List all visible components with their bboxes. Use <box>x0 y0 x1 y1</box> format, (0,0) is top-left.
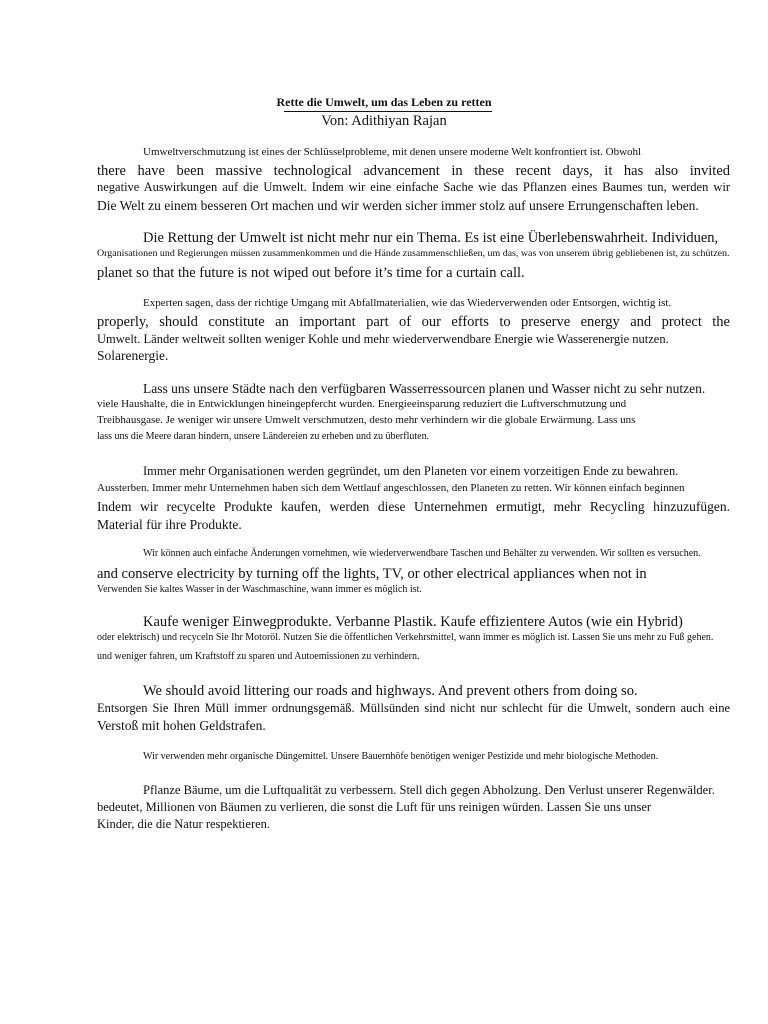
paragraph-line: Solarenergie. <box>97 348 169 363</box>
paragraph-line: Entsorgen Sie Ihren Müll immer ordnungsgemäß. Müllsünden sind nicht nur schlecht für die Umwelt, sondern auch eine <box>97 701 730 715</box>
paragraph-line: Umweltverschmutzung ist eines der Schlüsselprobleme, mit denen unsere moderne Welt konfrontiert ist. Obwohl <box>143 146 642 158</box>
paragraph-line: Wir verwenden mehr organische Düngemittel. Unsere Bauernhöfe benötigen weniger Pestizide und mehr biologische Methoden. <box>143 751 659 762</box>
paragraph-line: lass uns die Meere daran hindern, unsere Ländereien zu erheben und zu überfluten. <box>97 431 430 442</box>
paragraph-line: Indem wir recycelte Produkte kaufen, werden diese Unternehmen ermutigt, mehr Recycling hinzuzufügen. <box>97 499 730 514</box>
paragraph-line: and conserve electricity by turning off the lights, TV, or other electrical appliances when not in <box>97 566 647 582</box>
paragraph-line: Aussterben. Immer mehr Unternehmen haben sich dem Wettlauf angeschlossen, den Planeten zu retten. Wir können einfach beginnen <box>97 482 685 494</box>
paragraph-line: viele Haushalte, die in Entwicklungen hineingepfercht wurden. Energieeinsparung reduziert die Luftverschmutzung und <box>97 398 627 410</box>
paragraph-line: bedeutet, Millionen von Bäumen zu verlieren, die sonst die Luft für uns reinigen würden. Lassen Sie uns unser <box>97 800 652 814</box>
paragraph-line: Kinder, die die Natur respektieren. <box>97 817 271 831</box>
paragraph-line: Verstoß mit hohen Geldstrafen. <box>97 718 266 733</box>
paragraph-line: negative Auswirkungen auf die Umwelt. Indem wir eine einfache Sache wie das Pflanzen eines Baumes tun, werden wir <box>97 180 730 194</box>
document-author: Von: Adithiyan Rajan <box>321 113 447 129</box>
paragraph-line: Die Rettung der Umwelt ist nicht mehr nur ein Thema. Es ist eine Überlebenswahrheit. Individuen, <box>143 230 719 246</box>
paragraph-line: Wir können auch einfache Änderungen vornehmen, wie wiederverwendbare Taschen und Behälter zu verwenden. Wir sollten es versuchen. <box>143 548 701 559</box>
paragraph-line: Treibhausgase. Je weniger wir unsere Umwelt verschmutzen, desto mehr verhindern wir die globale Erwärmung. Lass uns <box>97 414 636 426</box>
paragraph-line: planet so that the future is not wiped out before it’s time for a curtain call. <box>97 265 525 281</box>
paragraph-line: Experten sagen, dass der richtige Umgang mit Abfallmaterialien, wie das Wiederverwenden oder Entsorgen, wichtig ist. <box>143 297 672 309</box>
paragraph-line: Pflanze Bäume, um die Luftqualität zu verbessern. Stell dich gegen Abholzung. Den Verlust unserer Regenwälder. <box>143 783 715 797</box>
paragraph-line: Organisationen und Regierungen müssen zusammenkommen und die Hände zusammenschließen, um das, was von unserem übrig gebliebenen ist, zu schützen. <box>97 248 730 259</box>
paragraph-line: there have been massive technological advancement in these recent days, it has also invited <box>97 163 730 179</box>
paragraph-line: und weniger fahren, um Kraftstoff zu sparen und Autoemissionen zu verhindern. <box>97 651 420 662</box>
document-title: Rette die Umwelt, um das Leben zu retten <box>276 95 492 109</box>
paragraph-line: Lass uns unsere Städte nach den verfügbaren Wasserressourcen planen und Wasser nicht zu sehr nutzen. <box>143 381 706 396</box>
paragraph-line: Verwenden Sie kaltes Wasser in der Waschmaschine, wann immer es möglich ist. <box>97 584 422 595</box>
paragraph-line: Die Welt zu einem besseren Ort machen und wir werden sicher immer stolz auf unsere Errungenschaften leben. <box>97 198 699 213</box>
paragraph-line: Kaufe weniger Einwegprodukte. Verbanne Plastik. Kaufe effizientere Autos (wie ein Hybrid) <box>143 614 683 630</box>
paragraph-line: Material für ihre Produkte. <box>97 517 242 532</box>
paragraph-line: Immer mehr Organisationen werden gegründet, um den Planeten vor einem vorzeitigen Ende zu bewahren. <box>143 464 679 478</box>
paragraph-line: properly, should constitute an important part of our efforts to preserve energy and protect the <box>97 314 730 330</box>
paragraph-line: Umwelt. Länder weltweit sollten weniger Kohle und mehr wiederverwendbare Energie wie Wasserenergie nutzen. <box>97 332 669 346</box>
paragraph-line: oder elektrisch) und recyceln Sie Ihr Motoröl. Nutzen Sie die öffentlichen Verkehrsmittel, wann immer es möglich ist. Lassen Sie uns mehr zu Fuß gehen. <box>97 632 714 643</box>
paragraph-line: We should avoid littering our roads and highways. And prevent others from doing so. <box>143 683 638 699</box>
